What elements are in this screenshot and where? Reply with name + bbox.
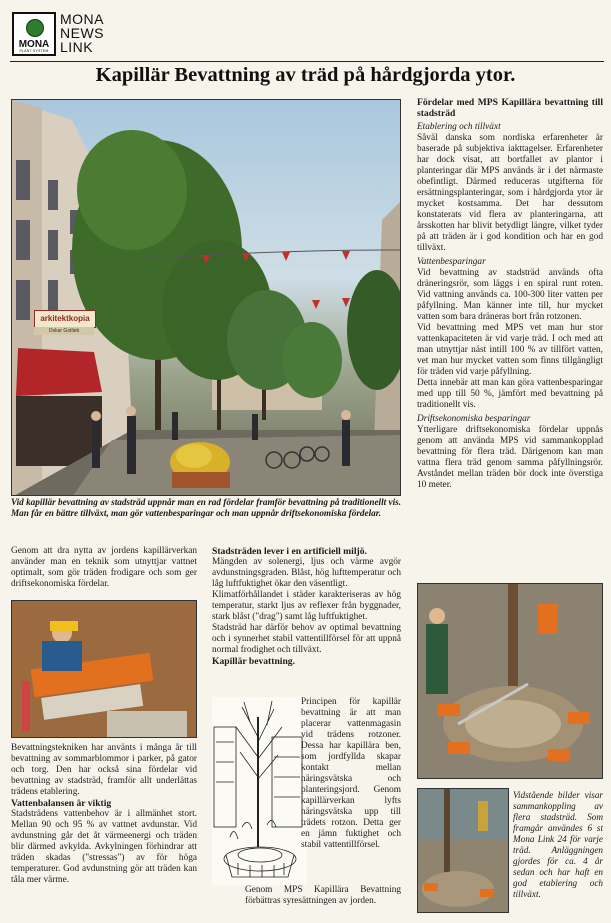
water-balance-paragraph: Stadsträdens vattenbehov är i allmänhet stort. Mellan 90 och 95 % av vattnet avdunstar. Vid avdunstning går det åt värmeenergi och träden blir därmed avkylda. Avkylningen förhindrar att träden skadas ("stressas") av för höga temperaturer. God avdunstning gör att träden kan tåla mer värme. xyxy=(11,809,197,885)
mona-logo xyxy=(12,12,56,56)
globe-icon xyxy=(26,19,44,37)
masthead-line-2: NEWS xyxy=(60,25,104,41)
street-trees-photo xyxy=(11,99,401,496)
water-savings-subheading: Vattenbesparingar xyxy=(417,257,486,267)
establishment-paragraph: Såväl danska som nordiska erfarenheter är baserade på subjektiva iakttagelser. Erfarenheter har dock visat, att bortfallet av plantor i planteringar där MPS används är i det närmaste obefintligt. Därmed reduceras utgifterna för ersättningsplanteringar, som i hårdgjorda ytor är mycket kostsamma. Det har dessutom konstaterats vid flera av planteringarna, att årsskotten har blivit betydligt längre, vilket tyder på att träden är i god kondition och har en god tillväxt. xyxy=(417,133,603,253)
artificial-environment-heading: Stadsträden lever i en artificiell miljö. xyxy=(212,546,367,557)
logo-word: MONA xyxy=(18,39,50,50)
tree-irrigation-drawing xyxy=(212,697,307,885)
solar-energy-paragraph: Mängden av solenergi, ljus och värme avgör avdunstningsgraden. Blåst, hög lufttemperatur och låg luftfuktighet ökar den väsentligt. xyxy=(212,557,401,589)
site-photos-caption: Vidstående bilder visar sammankoppling av flera stadsträd. Som framgår användes 6 st Mona Link 24 för varje träd. Anläggningen gjordes för ca. 4 år sedan och har haft en god etablering och tillväxt. xyxy=(513,790,603,899)
page-headline: Kapillär Bevattning av träd på hårdgjorda ytor. xyxy=(95,64,516,86)
mps-capacity-paragraph: Vid bevattning med MPS vet man hur stor vattenkapaciteten är vid varje träd. I och med att man utnyttjar näst intill 100 % av tillfört vatten, vet man hur mycket vatten som finns tillgängligt för träden vid varje påfyllning. xyxy=(417,323,603,377)
establishment-subheading: Etablering och tillväxt xyxy=(417,122,501,132)
technique-paragraph: Bevattningstekniken har använts i många år till bevattning av sommarblommor i parker, på gator och torg. Den har också sina fördelar vid bevattning av stadsträd, framför allt underlättas trädens etablering. xyxy=(11,743,197,797)
shop-sign-arkitektkopia: arkitektkopia xyxy=(34,310,96,328)
advantages-heading: Fördelar med MPS Kapillära bevattning till stadsträd xyxy=(417,97,603,119)
tree-pit-installation-photo xyxy=(417,583,603,779)
left-column-body xyxy=(11,743,197,886)
tree-pit-detail-illustration xyxy=(418,789,509,913)
operating-savings-paragraph: Ytterligare driftsekonomiska fördelar uppnås genom att använda MPS vid sammankopplad bevattning för flera träd. Därigenom kan man vattna flera träd genom samma påfyllningsrör. Avståndet mellan träden bör dock inte överstiga 10 meter. xyxy=(417,425,603,490)
tree-sketch-illustration xyxy=(212,697,307,885)
capillary-principle-paragraph: Principen för kapillär bevattning är att man placerar vattenmagasin vid trädens rotzoner. Dessa har kapillära ben, som jordfyllda skapar kontakt mellan näringsvätska och planteringsjord. Genom kapillärverkan lyfts näringsvätska upp till trädets rotzon. Detta ger en jämn fuktighet och stabil vattentillförsel. xyxy=(301,697,401,850)
workers-illustration xyxy=(12,601,197,738)
oxygenation-paragraph: Genom MPS Kapillära Bevattning förbättras syresättningen av jorden. xyxy=(245,885,401,906)
savings-percent-paragraph: Detta innebär att man kan göra vattenbesparingar med upp till 50 %, jämfört med bevattning på traditionellt vis. xyxy=(417,378,603,410)
right-column xyxy=(417,97,603,491)
drainage-pipe-paragraph: Vid bevattning av stadsträd används ofta dräneringsrör, som läggs i en spiral runt roten. Vid vattning används ca. 100-300 liter vatten per påfyllning. Man känner inte till, hur mycket vatten som bara dräneras bort från rotzonen. xyxy=(417,268,603,322)
logo-subtitle: PLANT SYSTEM xyxy=(19,49,49,53)
masthead-line-3: LINK xyxy=(60,39,94,55)
capillary-irrigation-heading: Kapillär bevattning. xyxy=(212,656,295,667)
water-balance-heading: Vattenbalansen är viktig xyxy=(11,798,112,809)
street-scene-illustration xyxy=(12,100,401,496)
workers-installing-photo xyxy=(11,600,197,738)
operating-savings-subheading: Driftsekonomiska besparingar xyxy=(417,414,531,424)
intro-paragraph: Genom att dra nytta av jordens kapillärverkan använder man en teknik som utnyttjar vattnet optimalt, som gör träden frodigare och som ger driftsekonomiska fördelar. xyxy=(11,546,197,589)
capillary-principle-column xyxy=(301,697,401,851)
tree-pit-detail-photo xyxy=(417,788,509,913)
masthead-line-1: MONA xyxy=(60,11,104,27)
middle-column xyxy=(212,546,401,667)
optimal-irrigation-paragraph: Stadsträd har därför behov av optimal bevattning och i synnerhet stabil vattentillförsel för att uppnå normal frodighet och tillväxt. xyxy=(212,623,401,655)
main-photo-caption: Vid kapillär bevattning av stadsträd uppnår man en rad fördelar framför bevattning på traditionellt vis. Man får en bättre tillväxt, man gör vattenbesparingar och man uppnår driftsekonomiska fördelar. xyxy=(11,497,401,518)
climate-paragraph: Klimatförhållandet i städer karakteriseras av hög temperatur, starkt ljus av reflexer från byggnader, stark blåst ("drag") samt låg luftfuktighet. xyxy=(212,590,401,622)
left-column-intro xyxy=(11,546,197,590)
oxygenation-note xyxy=(245,885,401,907)
tree-pit-illustration xyxy=(418,584,603,779)
shop-sign-secondary: Oskar Gotlieb xyxy=(34,327,94,335)
